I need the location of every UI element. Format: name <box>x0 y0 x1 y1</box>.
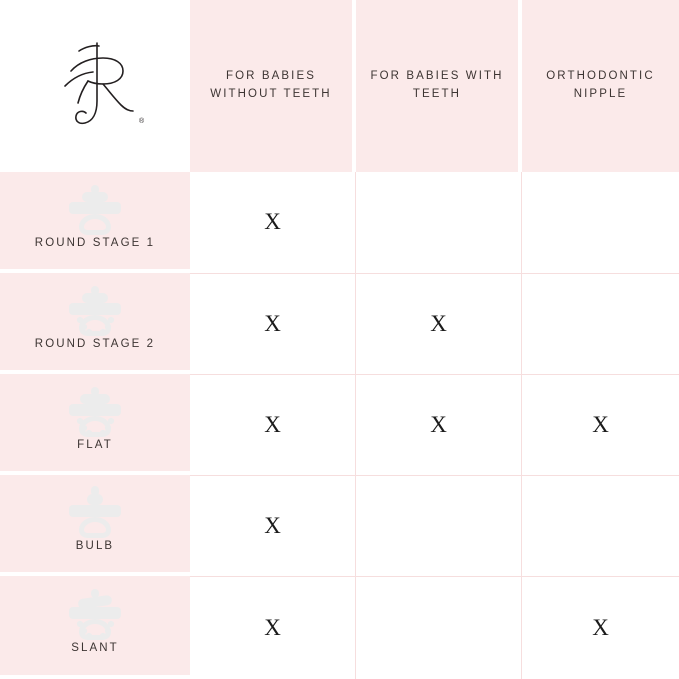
column-header-with-teeth <box>356 0 518 172</box>
row-label-flat-text: FLAT <box>77 438 113 451</box>
column-header-without-teeth-label: FOR BABIES WITHOUT TEETH <box>210 70 332 100</box>
mark-x: X <box>592 411 609 437</box>
row-label-slant <box>0 576 190 675</box>
cell-bulb-orthodontic <box>522 475 679 576</box>
pacifier-round-stage-2-icon <box>65 284 125 336</box>
row-label-flat <box>0 374 190 471</box>
mark-x: X <box>592 614 609 640</box>
itzy-ritzy-monogram-logo <box>35 31 155 141</box>
mark-x: X <box>430 310 447 336</box>
row-label-round-stage-1-text: ROUND STAGE 1 <box>34 236 156 249</box>
column-header-with-teeth-label: FOR BABIES WITH TEETH <box>370 70 504 100</box>
row-label-bulb-text: BULB <box>75 539 115 552</box>
mark-x: X <box>264 310 281 336</box>
row-label-round-stage-1 <box>0 172 190 269</box>
pacifier-flat-icon <box>65 385 125 437</box>
cell-round-stage-2-with-teeth <box>356 273 522 374</box>
cell-round-stage-2-without-teeth <box>190 273 356 374</box>
cell-round-stage-1-orthodontic <box>522 172 679 273</box>
cell-bulb-with-teeth <box>356 475 522 576</box>
brand-logo-cell <box>0 0 190 172</box>
column-header-orthodontic-nipple <box>522 0 679 172</box>
cell-flat-with-teeth <box>356 374 522 475</box>
cell-round-stage-1-without-teeth <box>190 172 356 273</box>
pacifier-round-stage-1-icon <box>65 183 125 235</box>
cell-slant-with-teeth <box>356 576 522 679</box>
mark-x: X <box>264 411 281 437</box>
cell-round-stage-1-with-teeth <box>356 172 522 273</box>
row-label-round-stage-2 <box>0 273 190 370</box>
row-label-slant-text: SLANT <box>71 641 119 654</box>
column-header-orthodontic-nipple-label: ORTHODONTIC NIPPLE <box>546 70 655 100</box>
cell-slant-orthodontic <box>522 576 679 679</box>
mark-x: X <box>264 209 281 234</box>
row-label-round-stage-2-text: ROUND STAGE 2 <box>34 337 156 350</box>
pacifier-bulb-icon <box>65 486 125 538</box>
mark-x: X <box>430 411 447 437</box>
cell-flat-without-teeth <box>190 374 356 475</box>
row-label-bulb <box>0 475 190 572</box>
mark-x: X <box>264 512 281 538</box>
cell-bulb-without-teeth <box>190 475 356 576</box>
registered-mark: ® <box>139 118 145 125</box>
cell-round-stage-2-orthodontic <box>522 273 679 374</box>
cell-slant-without-teeth <box>190 576 356 679</box>
pacifier-slant-icon <box>65 588 125 640</box>
mark-x: X <box>264 614 281 640</box>
column-header-without-teeth <box>190 0 352 172</box>
cell-flat-orthodontic <box>522 374 679 475</box>
